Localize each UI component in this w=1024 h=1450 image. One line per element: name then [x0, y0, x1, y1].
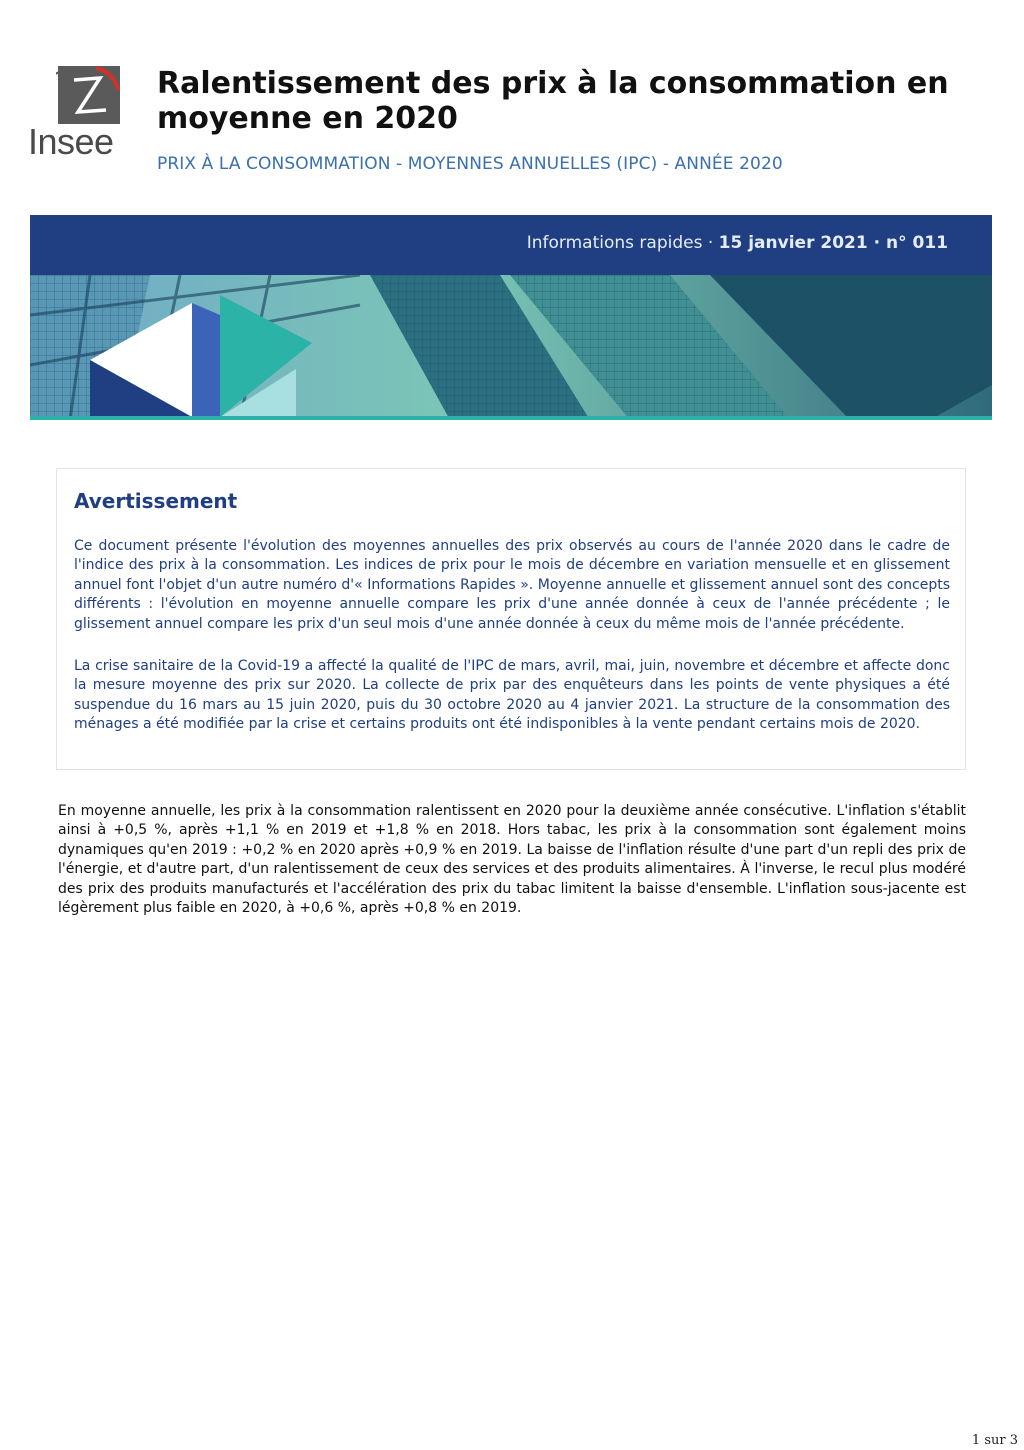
warning-title: Avertissement — [74, 489, 238, 513]
publication-series: Informations rapides · — [526, 233, 719, 253]
publication-date-number: 15 janvier 2021 · n° 011 — [718, 233, 948, 253]
body-paragraph: En moyenne annuelle, les prix à la consommation ralentissent en 2020 pour la deuxième année consécutive. L'inflation s'établit ainsi à +0,5 %, après +1,1 % en 2019 et +1,8 % en 2018. Hors tabac, les prix à la consommation sont également moins dynamiques qu'en 2019 : +0,2 % en 2020 après +0,9 % en 2019. La baisse de l'inflation résulte d'une part d'un repli des prix de l'énergie, et d'autre part, d'un ralentissement de ceux des services et des produits alimentaires. À l'inverse, le recul plus modéré des prix des produits manufacturés et l'accélération des prix du tabac limitent la baisse d'ensemble. L'inflation sous-jacente est légèrement plus faible en 2020, à +0,6 %, après +0,8 % en 2019. — [58, 803, 966, 917]
insee-logo — [28, 64, 124, 160]
warning-paragraph: Ce document présente l'évolution des moyennes annuelles des prix observés au cours de l'année 2020 dans le cadre de l'indice des prix à la consommation. Les indices de prix pour le mois de décembre en variation mensuelle et en glissement annuel font l'objet d'un autre numéro d'« Informations Rapides ». Moyenne annuelle et glissement annuel sont des concepts différents : l'évolution en moyenne annuelle compare les prix d'une année donnée à ceux de l'année précédente ; le glissement annuel compare les prix d'un seul mois d'une année donnée à ceux du même mois de l'année précédente. — [74, 538, 950, 632]
banner-accent-line — [30, 416, 992, 420]
page-subtitle: PRIX À LA CONSOMMATION - MOYENNES ANNUELLES (IPC) - ANNÉE 2020 — [157, 154, 783, 174]
warning-paragraph: La crise sanitaire de la Covid-19 a affecté la qualité de l'IPC de mars, avril, mai, juin, novembre et décembre et affecte donc la mesure moyenne des prix sur 2020. La collecte de prix par des enquêteurs dans les points de vente physiques a été suspendue du 16 mars au 15 juin 2020, puis du 30 octobre 2020 au 4 janvier 2021. La structure de la consommation des ménages a été modifiée par la crise et certains produits ont été indisponibles à la vente pendant certains mois de 2020. — [74, 658, 950, 733]
banner-illustration — [30, 275, 992, 420]
banner-header-bar — [30, 215, 992, 275]
page-number: 1 sur 3 — [971, 1433, 1018, 1448]
logo-text: Insee — [28, 121, 114, 162]
publication-info — [527, 233, 948, 253]
page-title: Ralentissement des prix à la consommation en moyenne en 2020 — [157, 66, 949, 136]
banner — [30, 215, 992, 420]
warning-box — [56, 468, 966, 770]
insee-logo-icon — [56, 66, 120, 126]
